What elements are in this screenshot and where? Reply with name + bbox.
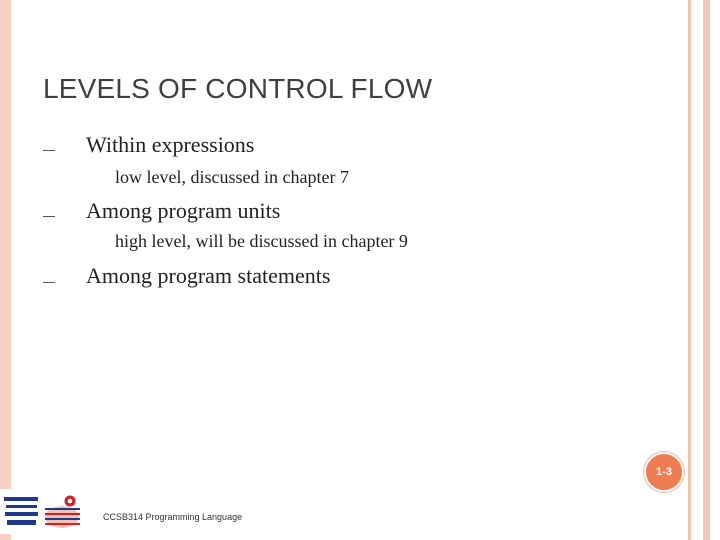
dash-bullet-icon: [43, 282, 55, 283]
sub-bullet-item-label: high level, will be discussed in chapter 9: [115, 231, 408, 251]
slide-right-border: [703, 0, 710, 540]
dash-bullet-icon: [43, 150, 55, 151]
dash-bullet-icon: [43, 216, 55, 217]
sub-bullet-item-label: low level, discussed in chapter 7: [115, 167, 349, 187]
bullet-item-label: Within expressions: [86, 132, 255, 157]
bullet-item-label: Among program statements: [86, 263, 331, 288]
page-title: LEVELS OF CONTROL FLOW: [43, 73, 433, 104]
page-number-badge: 1-3: [644, 452, 684, 492]
slide-left-border: [0, 0, 11, 540]
course-footer: CCSB314 Programming Language: [103, 512, 243, 522]
university-logo: [0, 489, 88, 534]
slide-right-border-line: [688, 0, 691, 540]
bullet-item-label: Among program units: [86, 198, 281, 223]
